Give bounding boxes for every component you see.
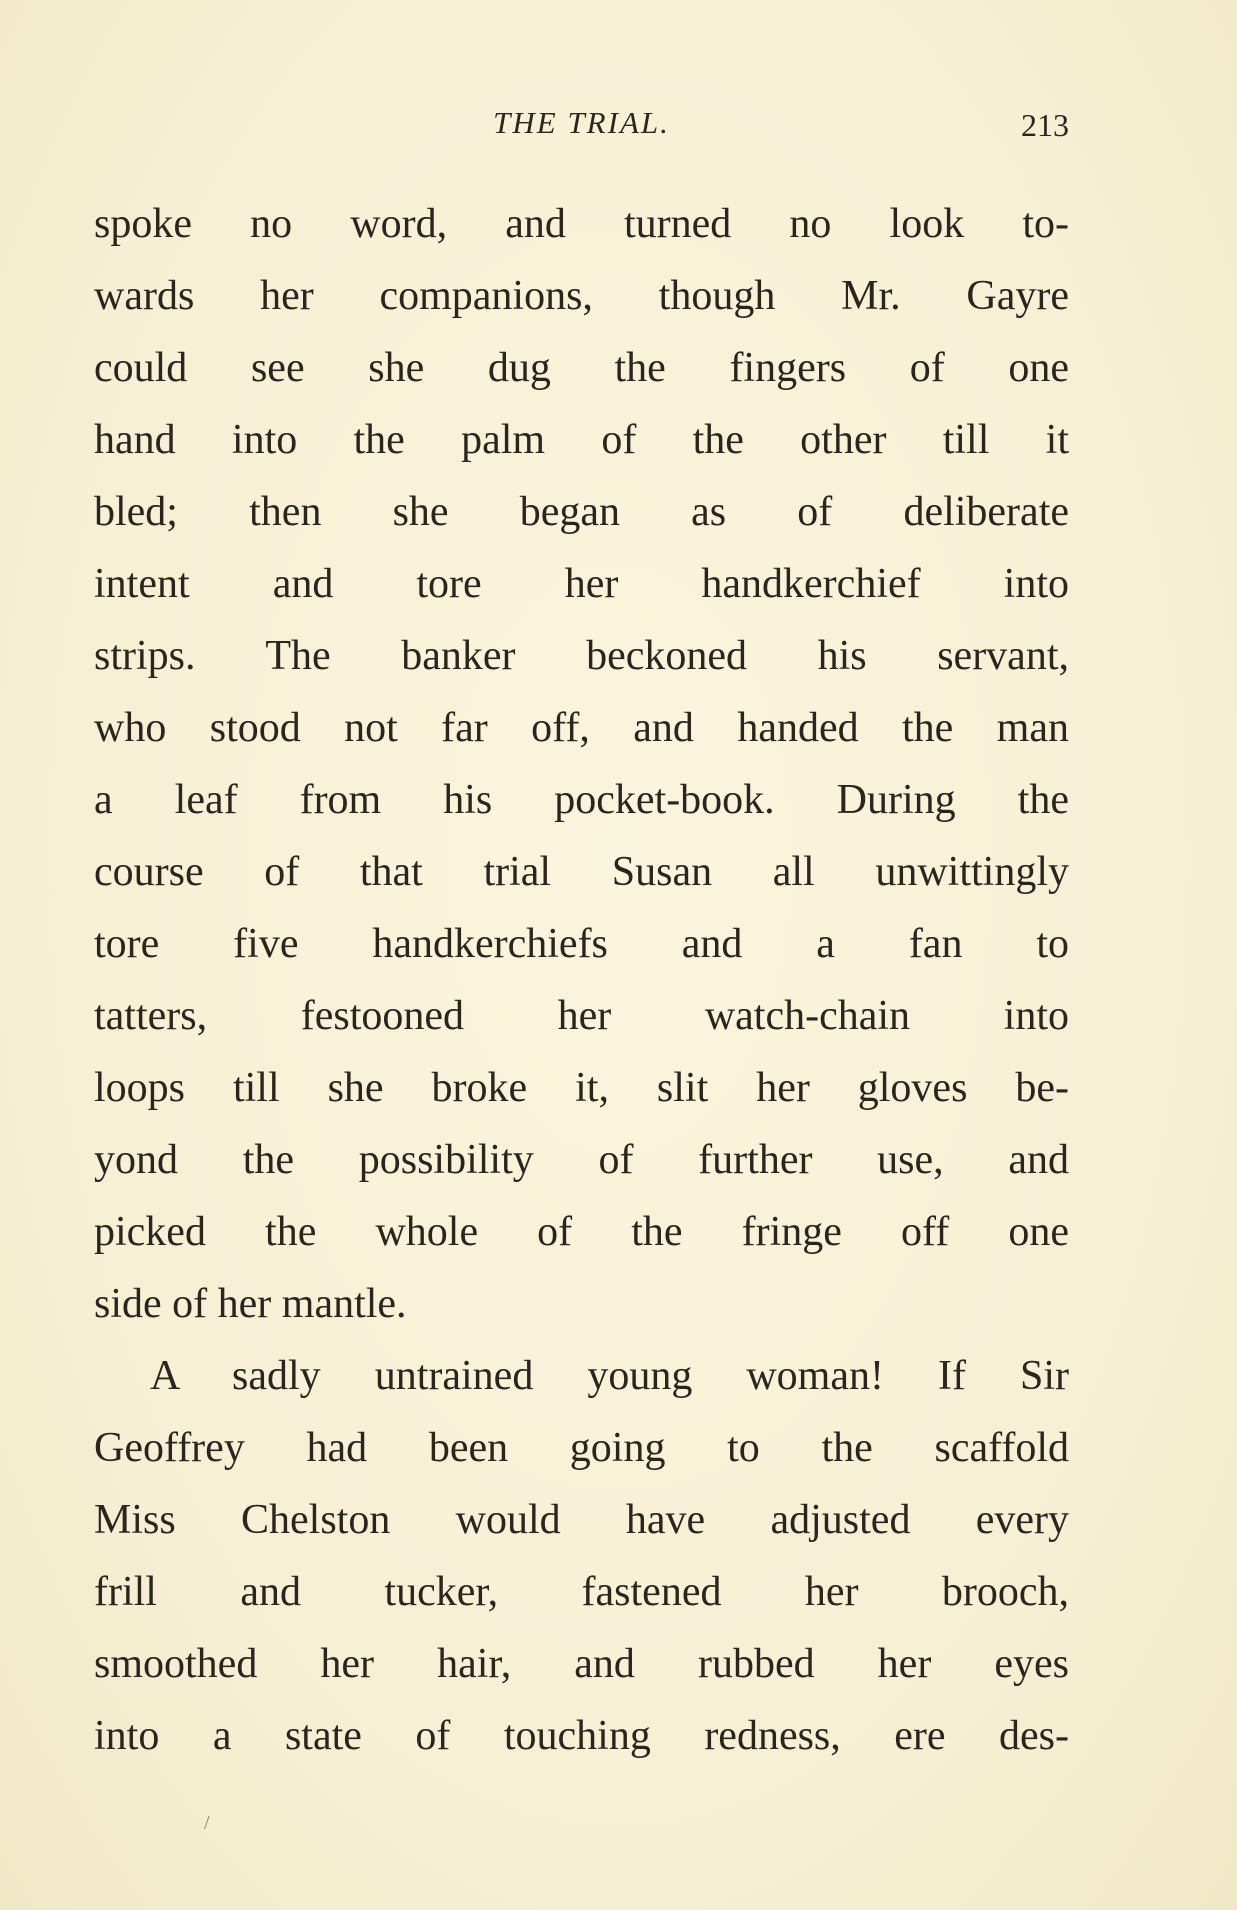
text-line: smoothed her hair, and rubbed her eyes [94,1641,1069,1687]
text-line: loops till she broke it, slit her gloves be- [94,1065,1069,1111]
text-line: Geoffrey had been going to the scaffold [94,1425,1069,1471]
text-line: could see she dug the fingers of one [94,345,1069,391]
stray-ink-mark: / [204,1812,210,1834]
running-title: THE TRIAL. [493,105,670,140]
text-line: bled; then she began as of deliberate [94,489,1069,535]
text-line: wards her companions, though Mr. Gayre [94,273,1069,319]
text-line: frill and tucker, fastened her brooch, [94,1569,1069,1615]
paragraph-end-line: side of her mantle. [94,1281,407,1327]
text-line: tore five handkerchiefs and a fan to [94,921,1069,967]
text-line: tatters, festooned her watch-chain into [94,993,1069,1039]
text-line: who stood not far off, and handed the man [94,705,1069,751]
page-number: 213 [1021,107,1069,143]
text-line: a leaf from his pocket-book. During the [94,777,1069,823]
body-text [94,188,1069,1772]
text-line: yond the possibility of further use, and [94,1137,1069,1183]
text-line: intent and tore her handkerchief into [94,561,1069,607]
paragraph-start-line: A sadly untrained young woman! If Sir [150,1353,1069,1399]
text-line: strips. The banker beckoned his servant, [94,633,1069,679]
text-line: picked the whole of the fringe off one [94,1209,1069,1255]
text-line: spoke no word, and turned no look to- [94,201,1069,247]
running-head [94,105,1069,145]
text-line: hand into the palm of the other till it [94,417,1069,463]
text-line: Miss Chelston would have adjusted every [94,1497,1069,1543]
text-line: course of that trial Susan all unwittingly [94,849,1069,895]
text-line: into a state of touching redness, ere des- [94,1713,1069,1759]
